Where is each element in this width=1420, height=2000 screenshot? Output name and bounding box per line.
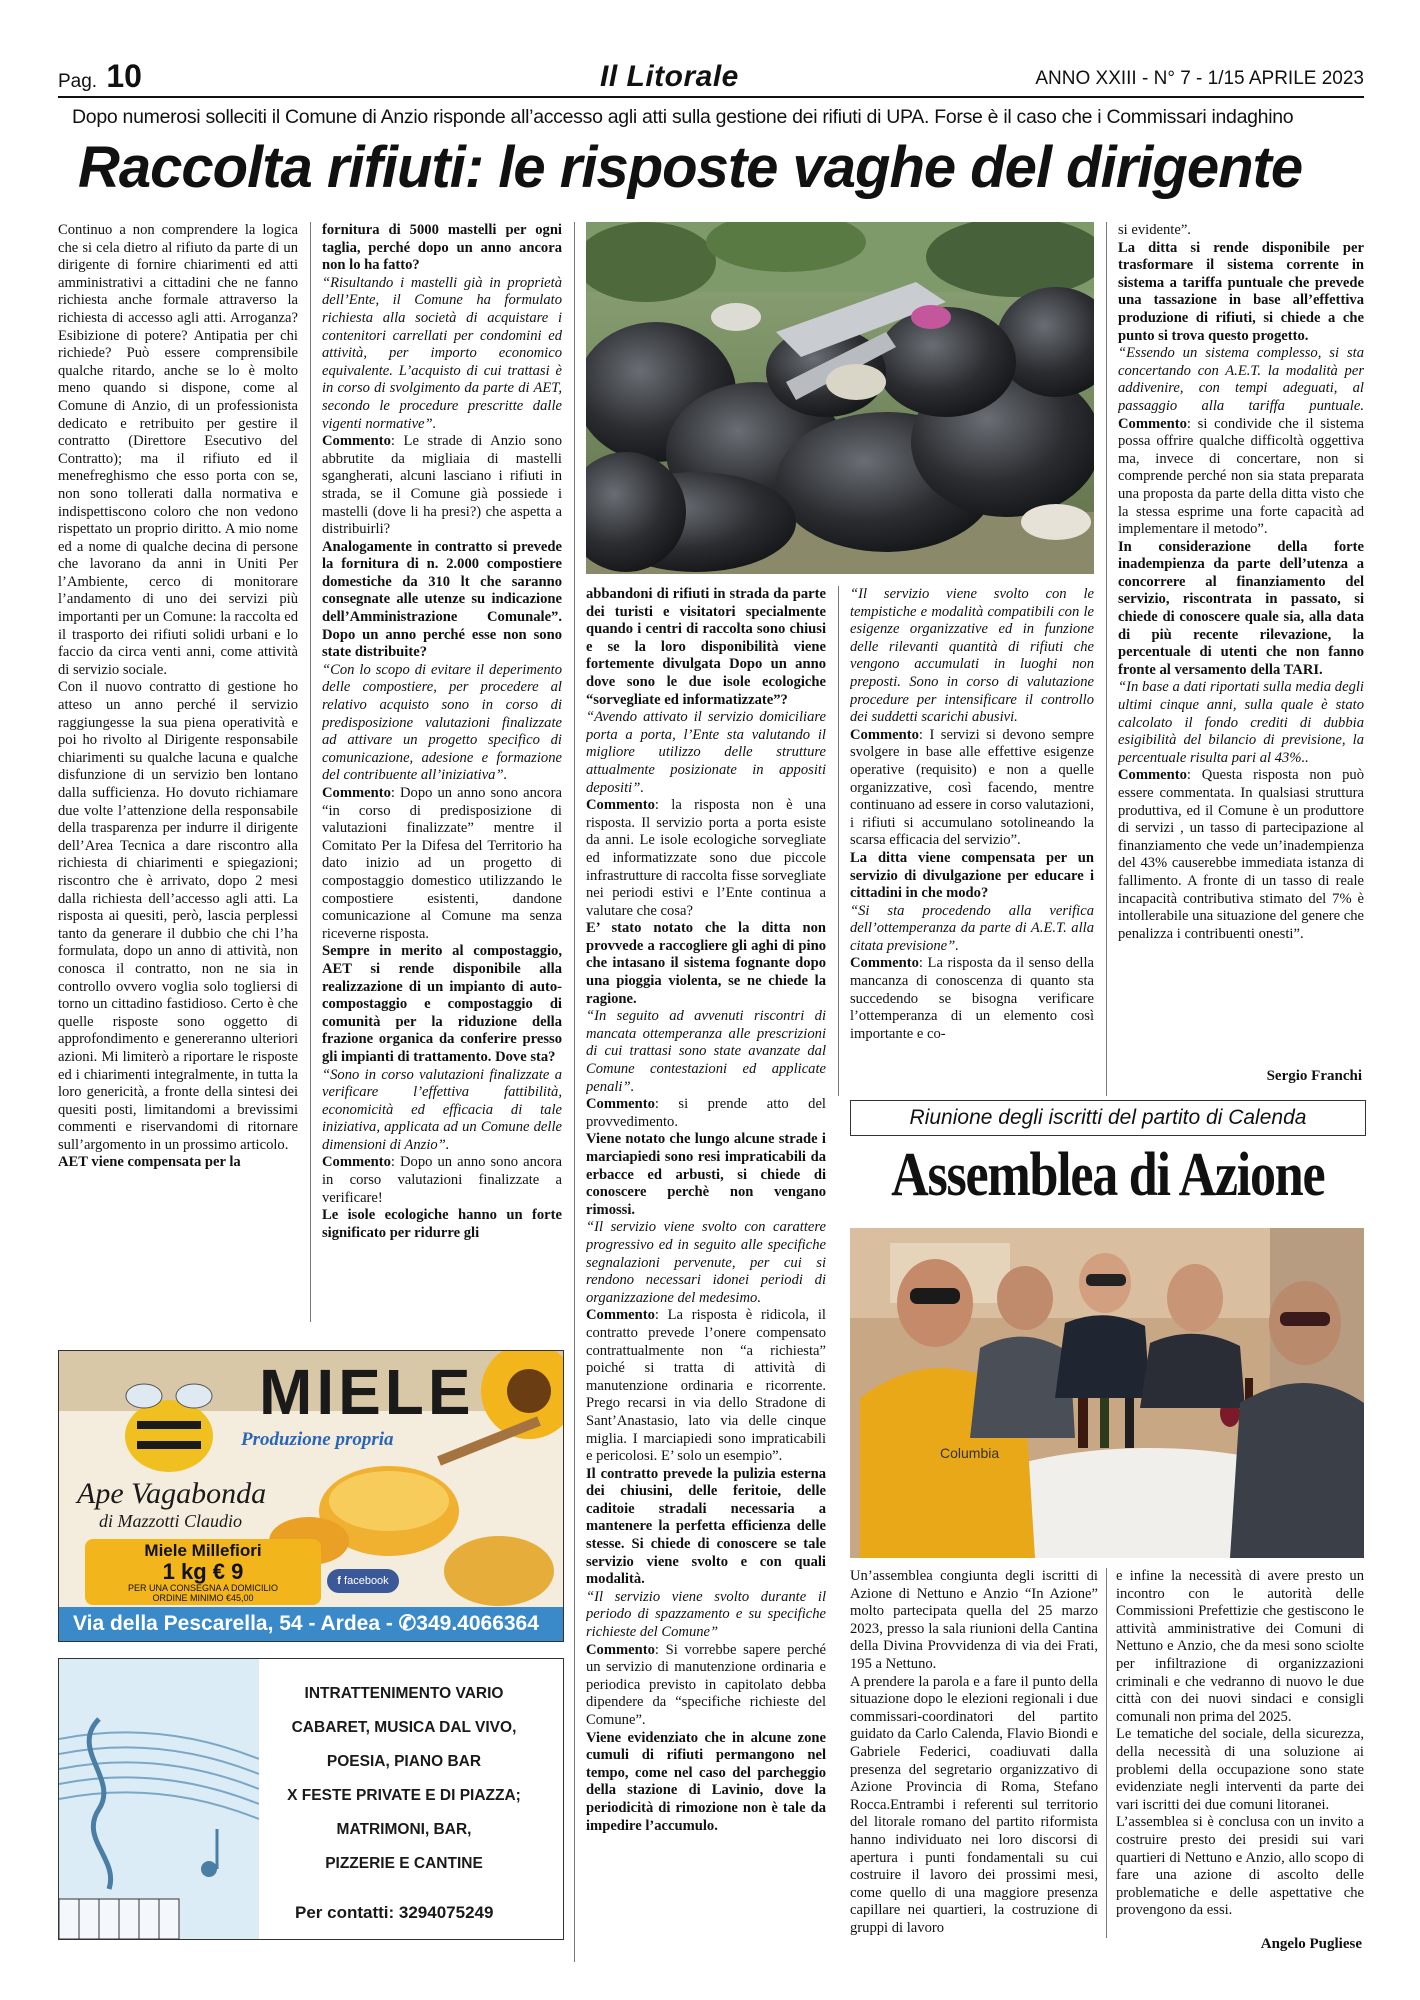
article1-column-1 xyxy=(58,222,298,1327)
comment-label: Commento xyxy=(1118,767,1187,784)
col3-answer1: “Avendo attivato il servizio domiciliare porta a porta, l’Ente sta valutando il migliore utilizzo delle strutture attualmente posizionate in appositi depositi”. xyxy=(586,709,826,796)
assembly-photo xyxy=(850,1228,1364,1558)
col3-comment4: : Si vorrebbe sapere perché un servizio di manutenzione ordinaria e periodica previsto in capitolato debba dipendere da “specifiche richieste del Comune”. xyxy=(586,1641,826,1728)
col4-answer1: “Il servizio viene svolto con le tempistiche e modalità compatibili con le esigenze organizzative ed in funzione delle rilevanti quantità di rifiuti che vengono accumulati in luoghi non preposti. Sono in corso di valutazione procedure per intensificare il controllo dei suddetti scarichi abusivi. xyxy=(850,586,1094,726)
header-rule xyxy=(58,96,1364,98)
col3-answer3: “Il servizio viene svolto con carattere progressivo ed in seguito alle specifiche segnalazioni pervenute, per cui si rendono necessari idonei periodi di organizzazione del medesimo. xyxy=(586,1219,826,1306)
col3-answer2: “In seguito ad avvenuti riscontri di mancata ottemperanza alle prescrizioni di cui trattasi sono state avanzate dal Comune contestazioni ed applicate penali”. xyxy=(586,1008,826,1095)
col1-para2: Con il nuovo contratto di gestione ho atteso un anno perché il servizio raggiungesse la sua piena operatività e poi ho rivolto al Dirigente responsabile chiarimenti su qualche lacuna e qualche disfunzione di un servizio ben lontano dalla sufficienza. Ho dovuto richiamare due volte l’attenzione della responsabile della trasparenza per indurre il dirigente dell’Area Tecnica a dare riscontro alla richiesta di chiarimenti e spiegazioni; riscontro che è arrivato, dopo 2 mesi dalla richiesta dell’accesso agli atti. La risposta ai quesiti, però, lascia perplessi tanto da generare il dubbio che chi l’ha formulata, dopo un anno di attività, non conosca il contratto, non ne sia in controllo ovvero voglia solo togliersi di torno un cittadino fastidioso. Certo è che quelle risposte sono oggetto di approfondimento e genereranno ulteriori azioni. Mi limiterò a riportare le risposte ed i chiarimenti integralmente, in tutta la loro genericità, a fronte della sintesi dei quesiti posti, limitandomi a brevissimi commenti e riservandomi di ritornare sull’argomento in un prossimo articolo. xyxy=(58,679,298,1153)
col5-answer1: “Essendo un sistema complesso, si sta concertando con A.E.T. la modalità per addivenire, con tempi adeguati, al passaggio alla tariffa puntuale. xyxy=(1118,345,1364,414)
col4-answer2: “Si sta procedendo alla verifica dell’ottemperanza da parte di A.E.T. alla citata previsione”. xyxy=(850,902,1094,954)
honey-product: Miele Millefiori xyxy=(144,1541,262,1560)
honey-price-box xyxy=(85,1539,321,1605)
comment-label: Commento xyxy=(586,1641,655,1658)
col2-comment2: : Dopo un anno sono ancora “in corso di predisposizione di valutazioni finalizzate” mentre il Comitato Per la Difesa del Territorio ha dato inizio ad un progetto di compostaggio domestico utilizzando le compostiere esistenti, dandone comunicazione al Comune ma senza riceverne risposta. xyxy=(322,785,562,942)
honey-subtitle: Produzione propria xyxy=(241,1429,394,1450)
article2-para1: Un’assemblea congiunta degli iscritti di Azione di Nettuno e Anzio “In Azione” molto partecipata quella del 25 marzo 2023, presso la sala riunioni della Cantina della Divina Provvidenza di via dei Frati, 195 a Nettuno. xyxy=(850,1568,1098,1672)
honey-title: MIELE xyxy=(259,1356,475,1428)
facebook-badge[interactable] xyxy=(327,1569,399,1593)
honey-delivery: PER UNA CONSEGNA A DOMICILIO xyxy=(127,1583,279,1593)
article2-para2: A prendere la parola e a fare il punto della situazione dopo le elezioni regionali i due commissari-coordinatori del partito guidato da Carlo Calenda, Flavio Biondi e Gabriele Federici, coadiuvati dalla presenza del segretario organizzativo di Azione Provincia di Roma, Stefano Rocca.Entrambi i referenti sul territorio del litorale romano del partito riformista hanno individuato nei loro discorsi di apertura i punti fondamentali su cui costruire il lavoro dei prossimi mesi, come quello di una maggiore presenza capillare nei quartieri, la costruzione di gruppi di lavoro xyxy=(850,1673,1098,1936)
col5-comment1: : si condivide che il sistema possa offrire qualche difficoltà oggettiva ma, invece di concertare, non si comprende perché non sia stata preparata una proposta da parte della ditta visto che la stessa esprime una forte capacità ad implementare il metodo”. xyxy=(1118,415,1364,538)
col3-question3: Viene notato che lungo alcune strade i marciapiedi sono resi impraticabili da erbacce ed arbusti, si chiede di conoscere perchè non vengano rimossi. xyxy=(586,1131,826,1218)
col5-answer2: “In base a dati riportati sulla media degli ultimi cinque anni, sulla quale è stato calcolato il fondo crediti di dubbia esigibilità del bilancio di previsione, la percentuale risulta pari al 43%.. xyxy=(1118,679,1364,766)
entertainment-line: POESIA, PIANO BAR xyxy=(326,1753,482,1770)
honey-address: Via della Pescarella, 54 - Ardea - ✆349.4066364 xyxy=(73,1612,539,1635)
article2-para4: Le tematiche del sociale, della sicurezza, della necessità di una soluzione ai problemi della occupazione sono state evidenziate negli interventi da parte dei vari iscritti dei due comuni litoranei. xyxy=(1116,1726,1364,1813)
col3-answer4: “Il servizio viene svolto durante il periodo di spazzamento e su specifiche richieste del Comune” xyxy=(586,1588,826,1641)
comment-label: Commento xyxy=(322,433,391,450)
col3-comment1: : la risposta non è una risposta. Il servizio porta a porta esiste da anni. Le isole ecologiche sorvegliate ed informatizzate sono due piccole infrastrutture di raccolta fisse sorvegliate nei periodi estivi e l’Ente continua a valutare che cosa? xyxy=(586,797,826,919)
comment-label: Commento xyxy=(586,797,655,814)
article2-author: Angelo Pugliese xyxy=(1260,1936,1362,1952)
col3-question5: Viene evidenziato che in alcune zone cumuli di rifiuti permangono nel tempo, come nel caso del parcheggio della stazione di Lavinio, dove la periodicità di rimozione non è tale da impedire l’accumulo. xyxy=(586,1729,826,1834)
col2-answer2: “Con lo scopo di evitare il deperimento delle compostiere, per procedere al relativo acquisto sono in corso di predisposizione valutazioni finalizzate ad attivare un progetto specifico di comunicazione, adesione e formazione del contribuente all’iniziativa”. xyxy=(322,661,562,784)
article2-headline: Assemblea di Azione xyxy=(891,1141,1325,1209)
col2-comment1: : Le strade di Anzio sono abbrutite da migliaia di mastelli sgangherati, alcuni lasciano i rifiuti in strada, se il Comune già possiede i mastelli (dove li ha presi?) che aspetta a distribuirli? xyxy=(322,433,562,538)
column-divider xyxy=(1106,222,1107,1096)
jacket-logo: Columbia xyxy=(940,1445,1000,1461)
entertainment-line: MATRIMONI, BAR, xyxy=(336,1821,472,1838)
col2-comment3: : Dopo un anno sono ancora in corso valutazioni finalizzate a verificare! xyxy=(322,1154,562,1206)
article1-column-2 xyxy=(322,222,562,1327)
col2-answer3: “Sono in corso valutazioni finalizzate a verificare l’effettiva fattibilità, economicità ed efficacia di tale iniziativa, applicata ad un Comune delle dimensioni di Anzio”. xyxy=(322,1066,562,1153)
comment-label: Commento xyxy=(850,955,919,972)
col5-continuation: si evidente”. xyxy=(1118,222,1191,238)
masthead: Il Litorale xyxy=(600,60,739,93)
article2-kicker: Riunione degli iscritti del partito di Calenda xyxy=(909,1106,1307,1129)
page-num: 10 xyxy=(106,58,142,94)
facebook-label: facebook xyxy=(344,1575,389,1587)
col5-question1: La ditta si rende disponibile per trasformare il sistema corrente in sistema a tariffa puntuale che prevede una tassazione in base all’effettiva produzione di rifiuti, si chiede a che punto si trova questo progetto. xyxy=(1118,239,1364,344)
comment-label: Commento xyxy=(586,1096,655,1113)
col2-question3: Sempre in merito al compostaggio, AET si rende disponibile alla realizzazione di un impianto di auto-compostaggio e compostaggio di comunità per la riduzione della frazione organica da conferire presso gli impianti di trattamento. Dove sta? xyxy=(322,943,562,1065)
col3-question1: abbandoni di rifiuti in strada da parte dei turisti e visitatori specialmente quando i centri di raccolta sono chiusi e se la loro disponibilità viene fortemente divulgata Dopo un anno dove sono le due isole ecologiche “sorvegliate ed informatizzate”? xyxy=(586,586,826,708)
facebook-icon: f xyxy=(337,1575,341,1587)
music-note-icon xyxy=(201,1861,217,1877)
column-divider xyxy=(310,222,311,1322)
comment-label: Commento xyxy=(322,1154,391,1171)
col2-question4: Le isole ecologiche hanno un forte significato per ridurre gli xyxy=(322,1207,562,1241)
col3-comment3: : La risposta è ridicola, il contratto prevede l’onere compensato contrattualmente non “a richiesta” poiché si tratta di attività di manutenzione ordinaria e ricorrente. Prego recarsi in via dello Stradone di Sant’Anastasio, lato via delle cinque miglia. I marciapiedi sono impraticabili e pericolosi. E’ solo un esempio”. xyxy=(586,1307,826,1465)
column-divider xyxy=(1106,1568,1107,1938)
page-number xyxy=(58,58,142,95)
article2-column-2 xyxy=(1116,1568,1364,1918)
article1-column-5 xyxy=(1118,222,1364,1062)
column-divider xyxy=(574,222,575,1962)
music-staff-art xyxy=(59,1659,259,1939)
article2-para5: L’assemblea si è conclusa con un invito a costruire presto dei presidi sui vari quartieri di Nettuno e Anzio, allo scopo di fare una azione di ascolto delle problematiche e delle aspettative che provengono da essi. xyxy=(1116,1814,1364,1918)
col1-para1: Continuo a non comprendere la logica che si cela dietro al rifiuto da parte di un dirigente di fornire chiarimenti ed atti amministrativi a cittadini che ne fanno richiesta anche formale attraverso la richiesta di accesso agli atti. Arroganza? Esibizione di potere? Antipatia per chi richiede? Può essere comprensibile qualche ritardo, anche se lo è molto meno quando si dispone, come al Comune di Anzio, di un professionista dedicato e retribuito per gestire il contratto (Direttore Esecutivo del Contratto); ma il rifiuto ed il menefreghismo che esso porta con se, non sono tollerati dalla normativa e indispettiscono coloro che non vedono rispettato un proprio diritto. A mio nome ed a nome di qualche decina di persone che lavorano da anni in Uniti Per l’Ambiente, cerco di monitorare l’andamento di uno dei servizi più importanti per un Comune: la raccolta ed il trasporto dei rifiuti solidi urbani e lo faccio da circa venti anni, come attività di servizio sociale. xyxy=(58,222,298,678)
page-label: Pag. xyxy=(58,71,98,92)
entertainment-contact: Per contatti: 3294075249 xyxy=(295,1903,494,1922)
col3-question2: E’ stato notato che la ditta non provvede a raccogliere gli aghi di pino che intasano il sistema fognante dopo una pioggia violenta, se ne chiede la ragione. xyxy=(586,920,826,1007)
comment-label: Commento xyxy=(322,785,391,801)
article2-column-1 xyxy=(850,1568,1098,1938)
column-divider xyxy=(838,586,839,1096)
entertainment-line: CABARET, MUSICA DAL VIVO, xyxy=(291,1719,517,1736)
comment-label: Commento xyxy=(850,726,919,743)
assembly-photo-image xyxy=(850,1228,1364,1558)
col4-comment2: : La risposta da il senso della mancanza di conoscenza di quanto sta succedendo se bisogna verificare l’ottemperanza di un elemento così importante e co- xyxy=(850,955,1094,1042)
entertainment-advert[interactable] xyxy=(58,1658,564,1940)
col3-comment2: : si prende atto del provvedimento. xyxy=(586,1096,826,1130)
col4-comment1: : I servizi si devono sempre svolgere in base alle effettive esigenze operative (requisito) e non a quelle organizzative, così facendo, mentre continuano ad essere in corso valutazioni, i rifiuti si accumulano sotolineando la scarsa efficacia del servizio”. xyxy=(850,726,1094,849)
honey-price: 1 kg € 9 xyxy=(162,1559,244,1584)
entertainment-line: INTRATTENIMENTO VARIO xyxy=(304,1685,504,1702)
article2-kicker-box xyxy=(850,1100,1366,1136)
article1-column-3 xyxy=(586,586,826,1926)
honey-advert[interactable] xyxy=(58,1350,564,1642)
article1-column-4 xyxy=(850,586,1094,1096)
honey-brand-sub: di Mazzotti Claudio xyxy=(99,1511,243,1531)
col3-question4: Il contratto prevede la pulizia esterna dei chiusini, delle feritoie, delle caditoie stradali necessaria a mantenere la perfetta efficienza delle stesse. Si chiede di conoscere se tale servizio viene svolto e con quali modalità. xyxy=(586,1465,826,1588)
entertainment-lines xyxy=(249,1677,559,1881)
honey-brand: Ape Vagabonda xyxy=(77,1477,267,1510)
garbage-photo-image xyxy=(586,222,1094,574)
entertainment-line: PIZZERIE E CANTINE xyxy=(325,1855,483,1872)
comment-label: Commento xyxy=(1118,415,1187,432)
article1-author: Sergio Franchi xyxy=(1266,1068,1362,1084)
article2-para3: e infine la necessità di avere presto un incontro con le autorità delle Commissioni Prefettizie che gestiscono le attività amministrative dei Comuni di Nettuno e Anzio, che da mesi sono sciolte per infiltrazione di organizzazioni criminali e che vedranno di nuovo le due città con dei nuovi sindaci e consigli comunali non prima del 2025. xyxy=(1116,1568,1364,1725)
entertainment-line: X FESTE PRIVATE E DI PIAZZA; xyxy=(287,1787,521,1804)
col2-question1: fornitura di 5000 mastelli per ogni taglia, perché dopo un anno ancora non lo ha fatto? xyxy=(322,222,562,274)
honey-minimum: ORDINE MINIMO €45,00 xyxy=(152,1593,254,1603)
col5-comment2: : Questa risposta non può essere commentata. In qualsiasi struttura produttiva, ed il Comune è un produttore di servizi , un tasso di partecipazione al finanziamento che vede un’inadempienza del 43% causerebbe immediata istanza di fallimento. A fronte di un tasso di reale incapacità contributiva stimato del 7% è intollerabile una situazione del genere che penalizza i contribuenti onesti”. xyxy=(1118,767,1364,942)
issue-info: ANNO XXIII - N° 7 - 1/15 APRILE 2023 xyxy=(1035,68,1364,89)
col2-answer1: “Risultando i mastelli già in proprietà dell’Ente, il Comune ha formulato richiesta alla società di acquistare i contenitori carrellati per condomini ed attività, per importo economico equivalente. L’acquisto di cui trattasi è in corso di svolgimento da parte di AET, secondo le procedure prescritte dalle vigenti normative”. xyxy=(322,274,562,432)
col1-para3: AET viene compensata per la xyxy=(58,1154,241,1171)
garbage-photo xyxy=(586,222,1094,574)
comment-label: Commento xyxy=(586,1307,655,1324)
col2-question2: Analogamente in contratto si prevede la fornitura di n. 2.000 compostiere domestiche da 310 lt che saranno consegnate alle utenze su indicazione dell’Amministrazione Comunale”. Dopo un anno perché esse non sono state distribuite? xyxy=(322,538,562,661)
article1-kicker: Dopo numerosi solleciti il Comune di Anzio risponde all’accesso agli atti sulla gestione dei rifiuti di UPA. Forse è il caso che i Commissari indaghino xyxy=(72,106,1294,128)
col5-question2: In considerazione della forte inadempienza da parte dell’utenza a concorrere al finanziamento del servizio, riscontrata in passato, si chiede di conoscere quale sia, alla data di più recente rilevazione, la percentuale di utenti che non fanno fronte al versamento della TARI. xyxy=(1118,538,1364,678)
article1-headline: Raccolta rifiuti: le risposte vaghe del dirigente xyxy=(78,135,1303,200)
col4-question1: La ditta viene compensata per un servizio di divulgazione per educare i cittadini in che modo? xyxy=(850,849,1094,902)
